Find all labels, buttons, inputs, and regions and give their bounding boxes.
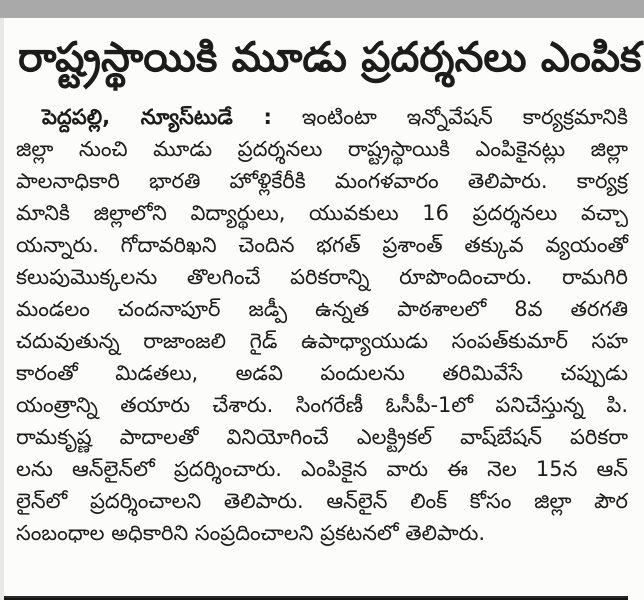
scan-top-gray-bar — [0, 0, 644, 18]
body-line: చదువుతున్న రాజాంజలి గైడ్ ఉపాధ్యాయుడు సంపత్‌కుమార్ సహ — [16, 329, 628, 354]
body-line-first — [14, 101, 630, 133]
body-line: యంత్రాన్ని తయారు చేశారు. సింగరేణీ ఓసీపీ-1లో పనిచేస్తున్న పి. — [16, 393, 628, 418]
body-line: యన్నారు. గోదావరిఖని చెందిన భగత్ ప్రశాంత్ తక్కువ వ్యయంతో — [16, 233, 628, 258]
body-line: లైన్‌లో ప్రదర్శించాలని తెలిపారు. ఆన్‌లైన్ లింక్ కోసం జిల్లా పౌర — [16, 489, 628, 514]
body-line: కారంతో మిడతలు, అడవి పందులను తరిమివేసే చప్పుడు — [16, 361, 628, 386]
body-line: రామకృష్ణ పాదాలతో వినియోగించే ఎలక్ట్రికల్ వాష్‌బేషన్ పరికరా — [16, 425, 628, 450]
article — [0, 18, 644, 600]
body-line: సంబంధాల అధికారిని సంప్రదించాలని ప్రకటనలో తెలిపారు. — [16, 521, 486, 546]
article-body — [14, 101, 630, 549]
dateline: పెద్దపల్లి, న్యూస్‌టుడే : — [42, 105, 272, 130]
lead-text: ఇంటింటా ఇన్నోవేషన్ కార్యక్రమానికి — [301, 105, 628, 130]
body-line: కలుపుమొక్కలను తొలగించే పరికరాన్ని రూపొందించారు. రామగిరి — [16, 265, 628, 290]
body-line: లను ఆన్‌లైన్‌లో ప్రదర్శించారు. ఎంపికైన వారు ఈ నెల 15న ఆన్ — [16, 457, 628, 482]
bottom-divider-rule — [4, 596, 628, 600]
body-line: జిల్లా నుంచి మూడు ప్రదర్శనలు రాష్ట్రస్థాయికి ఎంపికైనట్లు జిల్లా — [16, 137, 628, 162]
body-line: పాలనాధికారి భారతి హోళ్లికేరీకి మంగళవారం తెలిపారు. కార్యక్ర — [16, 169, 628, 194]
body-line: మండలం చందనాపూర్ జడ్పీ ఉన్నత పాఠశాలలో 8వ తరగతి — [16, 297, 628, 322]
article-headline: రాష్ట్రస్థాయికి మూడు ప్రదర్శనలు ఎంపిక — [18, 33, 642, 81]
body-line: మానికి జిల్లాలోని విద్యార్థులు, యువకులు 16 ప్రదర్శనలు వచ్చా — [16, 201, 628, 226]
